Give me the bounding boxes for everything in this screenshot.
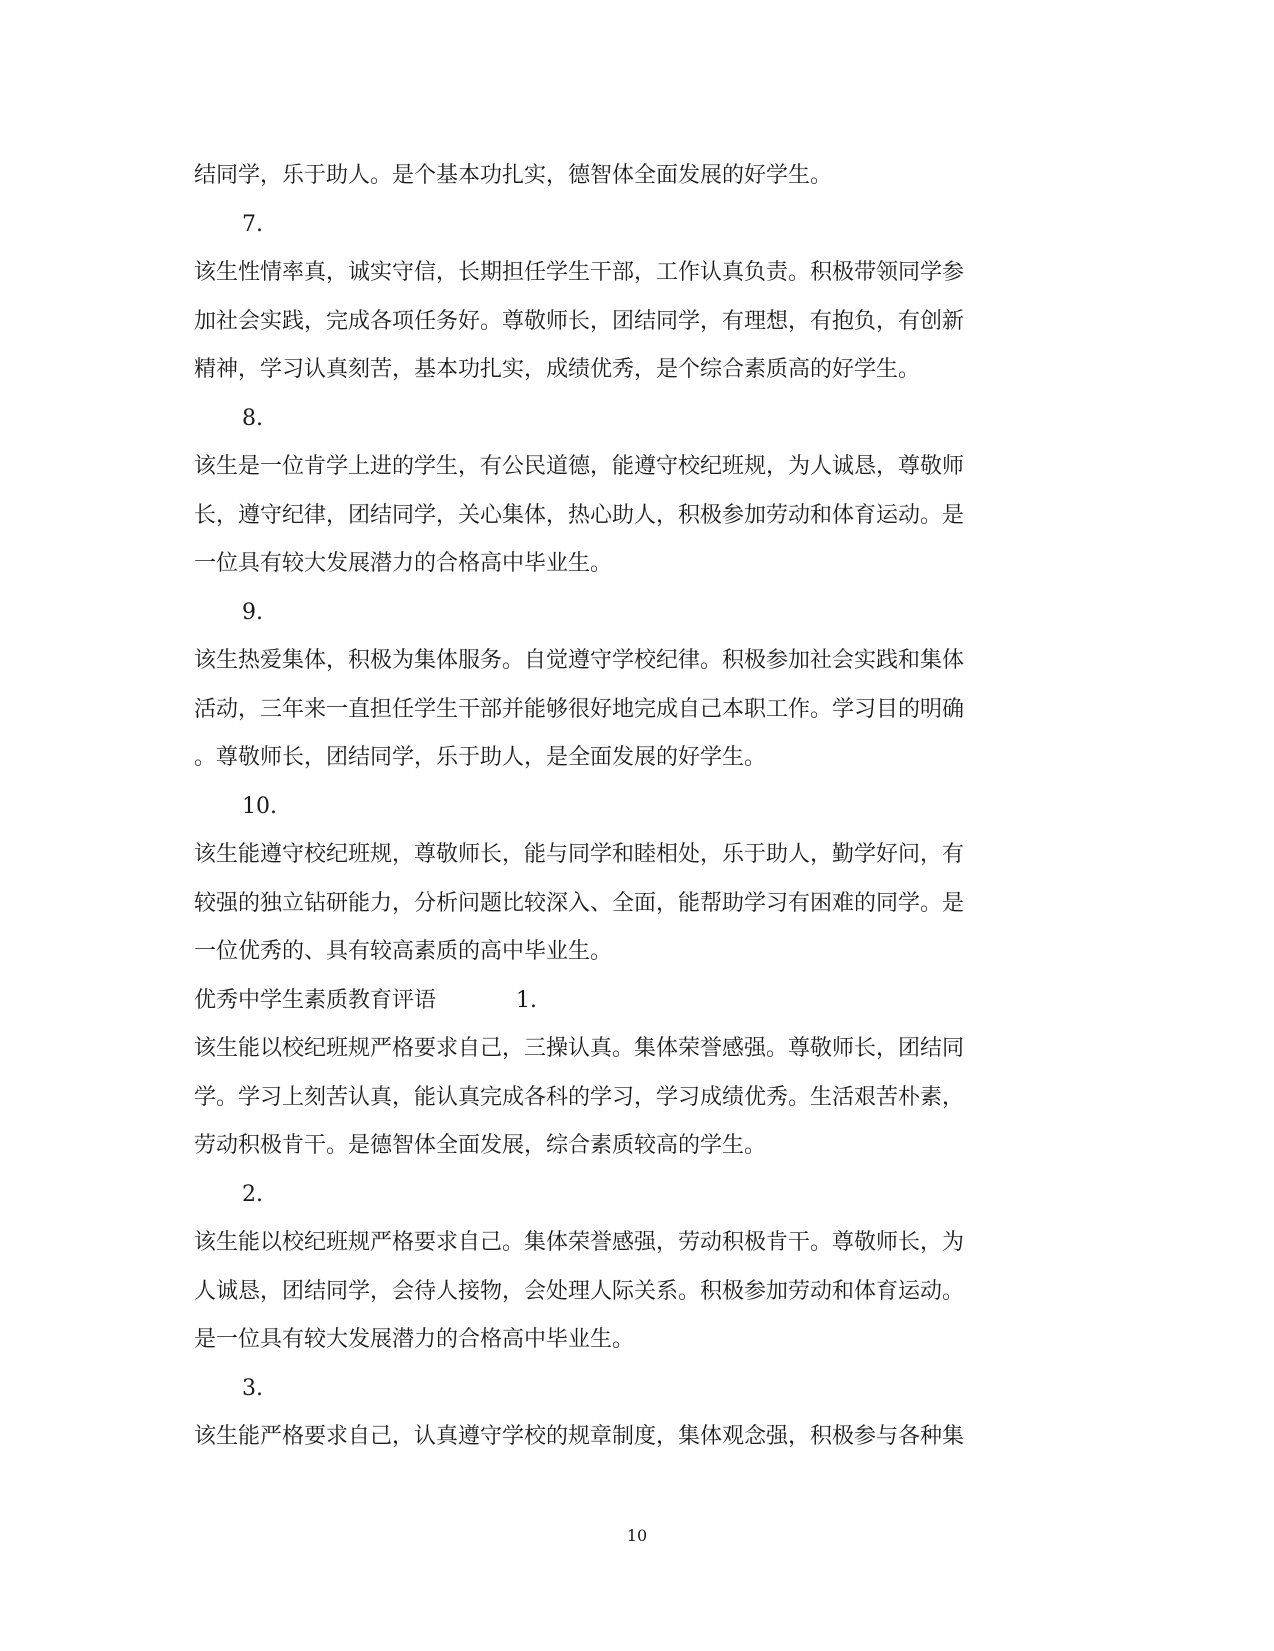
section-heading xyxy=(194,977,1074,1026)
paragraph-line: 该生热爱集体，积极为集体服务。自觉遵守学校纪律。积极参加社会实践和集体 xyxy=(194,648,965,673)
paragraph-line: 该生是一位肯学上进的学生，有公民道德，能遵守校纪班规，为人诚恳，尊敬师 xyxy=(194,454,965,479)
document-body xyxy=(194,152,1074,1462)
paragraph-line: 该生能严格要求自己，认真遵守学校的规章制度，集体观念强，积极参与各种集 xyxy=(194,1424,965,1449)
paragraph-line: 学。学习上刻苦认真，能认真完成各科的学习，学习成绩优秀。生活艰苦朴素， xyxy=(194,1084,965,1110)
paragraph-line: 结同学，乐于助人。是个基本功扎实，德智体全面发展的好学生。 xyxy=(194,163,833,188)
item-number: 7. xyxy=(242,211,263,237)
paragraph-line: 是一位具有较大发展潜力的合格高中毕业生。 xyxy=(194,1327,635,1352)
paragraph-line: 精神，学习认真刻苦，基本功扎实，成绩优秀，是个综合素质高的好学生。 xyxy=(194,357,921,382)
paragraph-line: 较强的独立钻研能力，分析问题比较深入、全面，能帮助学习有困难的同学。是 xyxy=(194,890,965,916)
item-number: 10. xyxy=(242,793,277,819)
paragraph-line: 一位具有较大发展潜力的合格高中毕业生。 xyxy=(194,551,613,576)
item-number: 2. xyxy=(242,1181,263,1207)
item-number: 1. xyxy=(516,987,537,1013)
paragraph-line: 长，遵守纪律，团结同学，关心集体，热心助人，积极参加劳动和体育运动。是 xyxy=(194,502,965,528)
paragraph-line: 加社会实践，完成各项任务好。尊敬师长，团结同学，有理想，有抱负，有创新 xyxy=(194,308,965,334)
paragraph-line: 一位优秀的、具有较高素质的高中毕业生。 xyxy=(194,939,613,964)
paragraph-line: 该生能以校纪班规严格要求自己。集体荣誉感强，劳动积极肯干。尊敬师长，为 xyxy=(194,1230,965,1255)
item-number: 3. xyxy=(242,1375,263,1401)
paragraph-line: 该生性情率真，诚实守信，长期担任学生干部，工作认真负责。积极带领同学参 xyxy=(194,260,965,285)
item-number: 9. xyxy=(242,599,263,625)
paragraph-line: 人诚恳，团结同学，会待人接物，会处理人际关系。积极参加劳动和体育运动。 xyxy=(194,1278,965,1304)
paragraph-line: 劳动积极肯干。是德智体全面发展，综合素质较高的学生。 xyxy=(194,1133,767,1158)
paragraph-line: 。尊敬师长，团结同学，乐于助人，是全面发展的好学生。 xyxy=(194,745,767,770)
section-title: 优秀中学生素质教育评语 xyxy=(194,987,437,1013)
paragraph-line: 该生能以校纪班规严格要求自己，三操认真。集体荣誉感强。尊敬师长，团结同 xyxy=(194,1036,965,1061)
page-number: 10 xyxy=(626,1526,648,1545)
paragraph-line: 活动，三年来一直担任学生干部并能够很好地完成自己本职工作。学习目的明确 xyxy=(194,696,965,722)
item-number: 8. xyxy=(242,405,263,431)
paragraph-line: 该生能遵守校纪班规，尊敬师长，能与同学和睦相处，乐于助人，勤学好问，有 xyxy=(194,842,965,867)
